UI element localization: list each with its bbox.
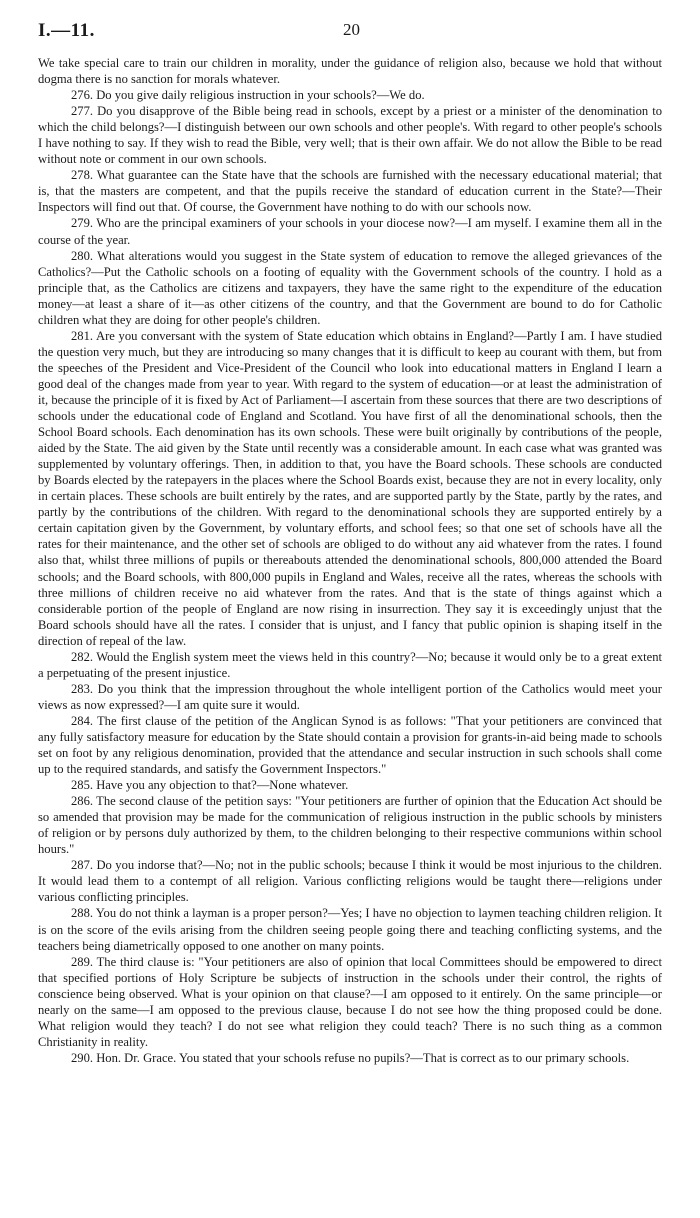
paragraph: 289. The third clause is: "Your petitioners are also of opinion that local Committees should be empowered to direct that specified portions of Holy Scripture be subjects of instruction in the schools under their control, the rights of conscience being observed. What is your opinion on that clause?—I am opposed to it entirely. On the same principle—or nearly on the same—I am opposed to the previous clause, because I do not see how the thing proposed could be done. What religion would they teach? I do not see what religion they could teach? There is no such thing as a common Christianity in reality. bbox=[38, 954, 662, 1049]
paragraph: 279. Who are the principal examiners of your schools in your diocese now?—I am myself. I examine them all in the course of the year. bbox=[38, 216, 662, 247]
paragraph: 287. Do you indorse that?—No; not in the public schools; because I think it would be most injurious to the children. It would lead them to a contempt of all religion. Various conflicting religions would be taught there—religions under various conflicting principles. bbox=[38, 858, 662, 905]
paragraph: 282. Would the English system meet the views held in this country?—No; because it would only be to a great extent a perpetuating of the present injustice. bbox=[38, 649, 662, 680]
paragraph: 278. What guarantee can the State have that the schools are furnished with the necessary educational material; that is, that the masters are competent, and that the pupils receive the standard of education current in the State?—Their Inspectors will find out that. Of course, the Government have nothing to do with our schools now. bbox=[38, 168, 662, 215]
page-header bbox=[38, 20, 662, 44]
paragraph: 280. What alterations would you suggest in the State system of education to remove the alleged grievances of the Catholics?—Put the Catholic schools on a footing of equality with the Government schools of the country. I hold as a principle that, as the Catholics are citizens and taxpayers, they have the same right to the expenditure of the education money—at least a share of it—as other citizens of the country, and that the Government are bound to do for Catholic children what they are doing for other people's children. bbox=[38, 248, 662, 327]
paragraph: 285. Have you any objection to that?—None whatever. bbox=[71, 778, 349, 793]
body-text bbox=[38, 55, 662, 1066]
paragraph: 276. Do you give daily religious instruction in your schools?—We do. bbox=[71, 88, 425, 103]
paragraph: We take special care to train our children in morality, under the guidance of religion also, because we hold that without dogma there is no sanction for morals whatever. bbox=[38, 56, 662, 87]
paragraph: 281. Are you conversant with the system of State education which obtains in England?—Partly I am. I have studied the question very much, but they are introducing so many changes that it is difficult to keep au courant with them, but from the speeches of the President and Vice-President of the Council who look into educational matters in England I learn a good deal of the changes made from year to year. With regard to the system of education—or at least the administration of it, because the principle of it is fixed by Act of Parliament—I ascertain from these sources that there are two descriptions of schools under the educational code of England and Scotland. You have first of all the denominational schools, then the School Board schools. Each denomination has its own schools. These were built originally by contributions of the people, aided by the State. The aid given by the State until recently was a considerable amount. In each case what was granted was supplemented by voluntary offerings. Then, in addition to that, you have the Board schools. These schools are conducted by Boards elected by the ratepayers in the places where the School Boards exist, because they are not in every locality, only in certain places. These schools are built entirely by the rates, and are supported partly by the State, partly by the rates, and partly by the contributions of the children. With regard to the denominational schools they are supported entirely by a certain capitation given by the Government, by voluntary efforts, and school fees; so that one set of schools have all the rates for their maintenance, and the other set of schools are obliged to do without any aid whatever from the rates. I found also that, whilst three millions of pupils or thereabouts attended the denominational schools, 800,000 attended the Board schools; and the Board schools, with 800,000 pupils in England and Wales, receive all the rates, whereas the schools with three millions of children receive no aid whatever from the rates. And that is the state of things against which a considerable portion of the people of England are now rising in insurrection. They say it is exceedingly unjust that the Board schools should have all the rates. I consider that is unjust, and I fancy that public opinion is shaping itself in the direction of repeal of the law. bbox=[38, 328, 662, 648]
paragraph: 283. Do you think that the impression throughout the whole intelligent portion of the Catholics would meet your views as now expressed?—I am quite sure it would. bbox=[38, 681, 662, 712]
paragraph: 286. The second clause of the petition says: "Your petitioners are further of opinion that the Education Act should be so amended that provision may be made for the communication of religious instruction in the public schools by ministers of religion or by persons duly authorized by them, to the children belonging to their respective communions within school hours." bbox=[38, 794, 662, 857]
document-reference: I.—11. bbox=[38, 20, 95, 41]
paragraph: 277. Do you disapprove of the Bible being read in schools, except by a priest or a minister of the denomination to which the child belongs?—I distinguish between our own schools and other people's. With regard to other people's schools I have nothing to say. If they wish to read the Bible, very well; that is their own affair. We do not allow the Bible to be read without note or comment in our own schools. bbox=[38, 104, 662, 167]
paragraph: 290. Hon. Dr. Grace. You stated that your schools refuse no pupils?—That is correct as to our primary schools. bbox=[71, 1050, 630, 1065]
page-number: 20 bbox=[343, 20, 360, 39]
paragraph: 284. The first clause of the petition of the Anglican Synod is as follows: "That your petitioners are convinced that any fully satisfactory measure for education by the State should contain a provision for grants-in-aid being made to schools set on foot by any religious denomination, provided that the attendance and secular instruction in such schools shall come up to the required standards, and satisfy the Government Inspectors." bbox=[38, 713, 662, 777]
paragraph: 288. You do not think a layman is a proper person?—Yes; I have no objection to laymen teaching children religion. It is on the score of the evils arising from the children seeing people going there and teaching conflicting systems, and the teachers being diametrically opposed to one another on many points. bbox=[38, 906, 662, 953]
